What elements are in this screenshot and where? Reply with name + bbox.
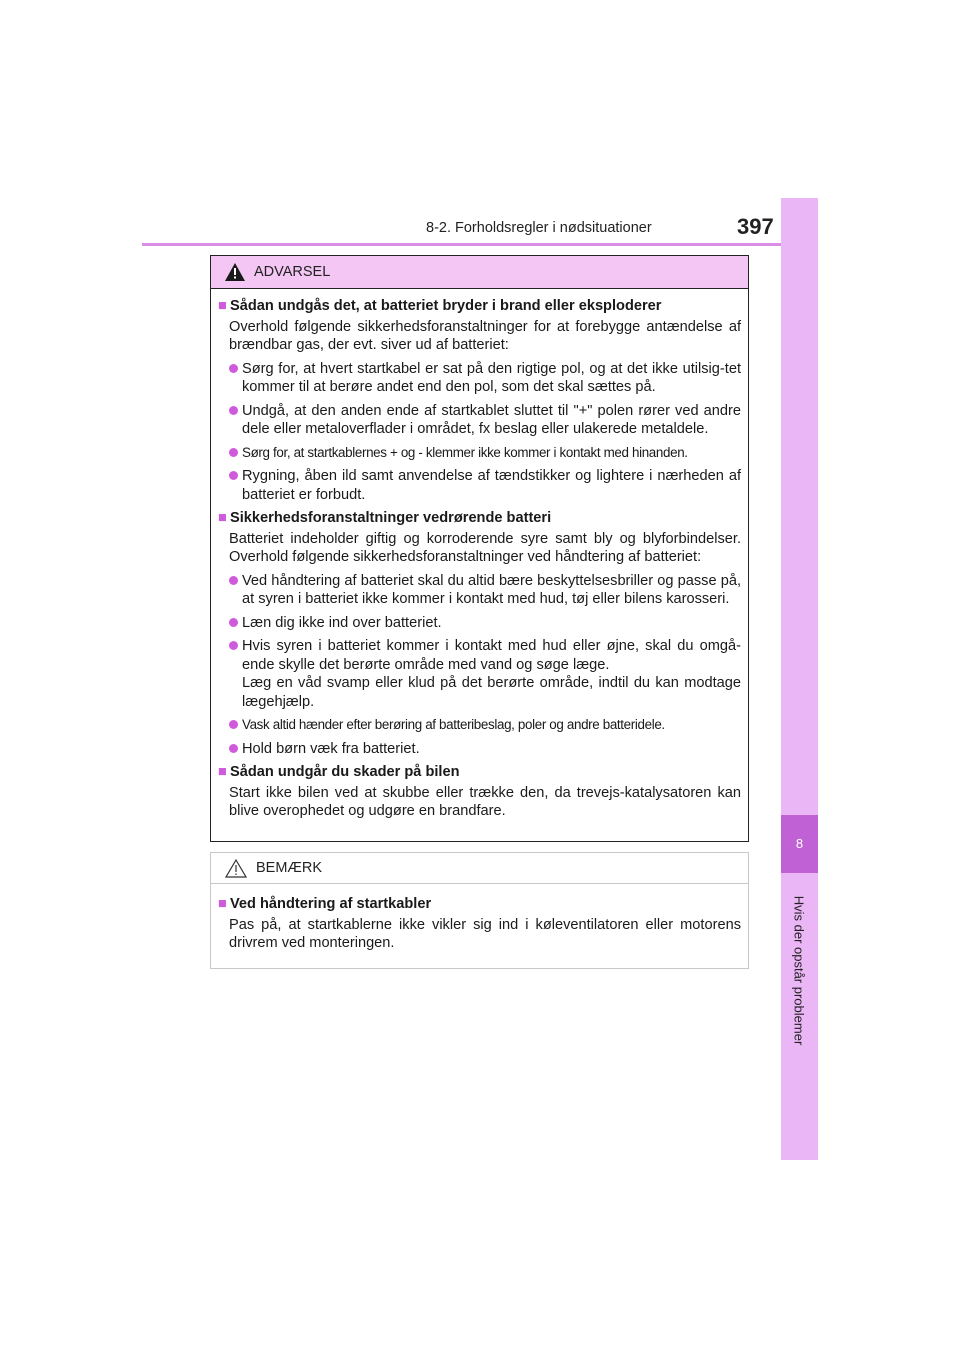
warning-box <box>210 255 749 842</box>
list-item: Ved håndtering af batteriet skal du altid bære beskyttelsesbriller og passe på, at syren i batteriet ikke kommer i kontakt med hud, tøj eller bilens karosseri. <box>218 572 741 609</box>
warning-content <box>211 289 748 821</box>
notice-header <box>211 853 748 884</box>
list-item: Læn dig ikke ind over batteriet. <box>218 614 741 633</box>
list-item: Rygning, åben ild samt anvendelse af tændstikker og lightere i nærheden af batteriet er forbudt. <box>218 467 741 504</box>
header-rule <box>142 243 818 246</box>
chapter-title: Hvis der opstår problemer <box>791 895 807 1045</box>
chapter-number: 8 <box>781 815 818 873</box>
page-number: 397 <box>737 214 774 239</box>
caution-triangle-outline-icon <box>225 859 247 878</box>
notice-label: BEMÆRK <box>256 860 323 876</box>
warning-label: ADVARSEL <box>254 264 331 280</box>
list-item: Hvis syren i batteriet kommer i kontakt med hud eller øjne, skal du omgå-ende skylle det berørte område med vand og søge læge. Læg en våd svamp eller klud på det berørte område, indtil du kan modtage lægehjælp. <box>218 637 741 711</box>
section-intro: Overhold følgende sikkerhedsforanstaltninger for at forebygge antændelse af brændbar gas, der evt. siver ud af batteriet: <box>229 318 741 353</box>
warning-triangle-icon <box>225 263 245 281</box>
section-title: 8-2. Forholdsregler i nødsituationer <box>426 220 652 236</box>
list-item: Sørg for, at hvert startkabel er sat på den rigtige pol, og at det ikke utilsig-tet kommer til at berøre andet end den pol, som det skal sættes på. <box>218 360 741 397</box>
section-intro: Batteriet indeholder giftig og korroderende syre samt bly og blyforbindelser. Overhold følgende sikkerhedsforanstaltninger ved håndtering af batteriet: <box>229 530 741 565</box>
notice-content <box>211 884 748 953</box>
warning-header <box>211 256 748 289</box>
section-heading: ■ Sådan undgås det, at batteriet bryder i brand eller eksploderer <box>218 298 662 314</box>
section-text: Pas på, at startkablerne ikke vikler sig ind i køleventilatoren eller motorens drivrem ved monteringen. <box>229 916 741 951</box>
list-item: Hold børn væk fra batteriet. <box>218 740 741 759</box>
notice-box <box>210 852 749 969</box>
list-item: Vask altid hænder efter berøring af batteribeslag, poler og andre batteridele. <box>218 716 741 735</box>
list-item: Sørg for, at startkablernes + og - klemmer ikke kommer i kontakt med hinanden. <box>218 444 741 463</box>
section-heading: ■ Ved håndtering af startkabler <box>218 896 432 912</box>
section-intro: Start ikke bilen ved at skubbe eller trække den, da trevejs-katalysatoren kan blive overophedet og udgøre en brandfare. <box>229 784 741 819</box>
section-heading: ■ Sikkerhedsforanstaltninger vedrørende batteri <box>218 510 552 526</box>
section-heading: ■ Sådan undgår du skader på bilen <box>218 764 460 780</box>
list-item: Undgå, at den anden ende af startkablet sluttet til "+" polen rører ved andre dele eller metaloverflader i området, fx beslag eller ulakerede metaldele. <box>218 402 741 439</box>
chapter-title-container <box>772 880 826 1060</box>
